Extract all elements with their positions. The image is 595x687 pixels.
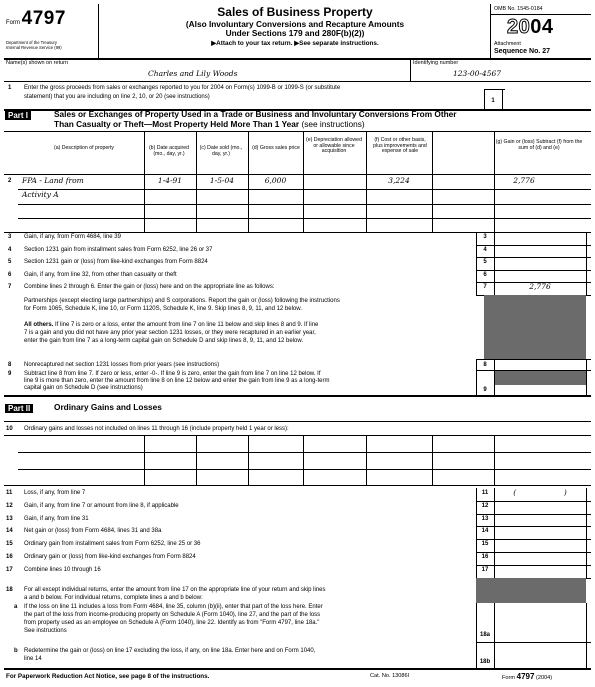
line-7-number: 7 — [8, 284, 12, 291]
line-1-text-2: statement) that you are including on line 2, 10, or 20 (see instructions) — [24, 94, 210, 100]
line-17-box: 17 — [481, 566, 489, 573]
line-13-number: 13 — [6, 515, 13, 522]
line-4-box: 4 — [483, 246, 487, 253]
tax-year — [507, 16, 554, 39]
line-18a-text-2: the part of the loss from income-producing property on Schedule A (Form 1040), line 27, and the part of the loss — [24, 612, 321, 618]
part-1-line-6 — [0, 270, 595, 283]
line-18-text-2: a and b below. For individual returns, complete lines a and b below: — [24, 595, 203, 601]
line-18-text-1: For all except individual returns, enter the amount from line 17 on the appropriate line of your return and skip lines — [24, 587, 326, 593]
line-3-text: Gain, if any, from Form 4684, line 39 — [24, 234, 121, 240]
line-8-box: 8 — [483, 362, 487, 368]
part-2-tag: Part II — [5, 404, 33, 413]
part-2-line-16 — [0, 552, 595, 565]
line-2-gross-sales-price[interactable]: 6,000 — [264, 176, 287, 185]
name-label: Name(s) shown on return — [6, 60, 69, 66]
line-14-text: Net gain or (loss) from Form 4684, lines 31 and 38a — [24, 528, 162, 535]
line-18b-box: 18b — [479, 659, 491, 665]
taxpayer-name[interactable]: Charles and Lily Woods — [148, 69, 238, 78]
line-2-number: 2 — [8, 178, 12, 184]
line-10-number: 10 — [6, 426, 13, 432]
line-11-box: 11 — [481, 490, 489, 496]
form-word: Form — [6, 20, 20, 26]
line-16-number: 16 — [6, 554, 13, 560]
part-1-line-5 — [0, 257, 595, 270]
line-11-number: 11 — [6, 490, 13, 496]
line-9-box: 9 — [483, 387, 487, 393]
shaded-area-partnerships — [484, 295, 586, 359]
line-4-number: 4 — [8, 246, 12, 253]
line-12-number: 12 — [6, 502, 13, 509]
column-a-header: (a) Description of property — [54, 145, 114, 151]
line-11-amount[interactable]: ( ) — [513, 488, 567, 497]
line-15-number: 15 — [6, 541, 13, 548]
catalog-number: Cat. No. 13086I — [370, 673, 410, 679]
line-6-text: Gain, if any, from line 32, from other than casualty or theft — [24, 271, 177, 278]
line-9-text-1: Subtract line 8 from line 7. If zero or less, enter -0-. If line 9 is zero, enter the gain from line 7 on line 12 below. If — [24, 371, 321, 377]
part-1-line-4 — [0, 245, 595, 258]
part-2-line-15 — [0, 539, 595, 552]
line-15-box: 15 — [481, 541, 489, 548]
line-9-text-2: line 9 is more than zero, enter the amount from line 8 on line 12 below and enter the gain from line 9 as a long-term — [24, 378, 330, 384]
column-f-header: (f) Cost or other basis, plus improvements and expense of sale — [373, 137, 427, 155]
part-2-line-12 — [0, 501, 595, 514]
irs-name: Internal Revenue Service — [6, 45, 54, 51]
line-18a-label: a — [14, 604, 18, 610]
line-16-text: Ordinary gain or (loss) from like-kind exchanges from Form 8824 — [24, 554, 196, 560]
dept-code: (99) — [54, 45, 62, 51]
column-d-header: (d) Gross sales price — [252, 145, 300, 151]
line-4-text: Section 1231 gain from installment sales from Form 6252, line 26 or 37 — [24, 246, 213, 253]
line-2-date-acquired[interactable]: 1-4-91 — [157, 176, 183, 185]
form-subtitle-1: (Also Involuntary Conversions and Recapture Amounts — [185, 18, 405, 29]
line-14-box: 14 — [481, 528, 489, 535]
column-c-header: (c) Date sold (mo., day, yr.) — [199, 145, 243, 157]
line-13-text: Gain, if any, from line 31 — [24, 515, 89, 522]
part-2-title: Ordinary Gains and Losses — [54, 402, 162, 412]
line-5-number: 5 — [8, 259, 12, 266]
part-2-header — [5, 404, 33, 414]
line-18b-text-1: Redetermine the gain or (loss) on line 17 excluding the loss, if any, on line 18a. Enter here and on Form 1040, — [24, 648, 316, 654]
line-8-number: 8 — [8, 362, 12, 368]
line-2-cost-basis[interactable]: 3,224 — [388, 176, 410, 185]
line-18-number: 18 — [6, 587, 13, 593]
part-2-line-13 — [0, 514, 595, 527]
form-label — [6, 8, 66, 30]
all-others-text-3: enter the gain from line 7 as a long-term capital gain on Schedule D and skip lines 8, 9, 11, and 12 below. — [24, 338, 304, 344]
taxpayer-id[interactable]: 123-00-4567 — [453, 69, 502, 78]
part-2-line-17 — [0, 565, 595, 578]
part-1-header — [5, 111, 31, 121]
line-8-text: Nonrecaptured net section 1231 losses from prior years (see instructions) — [24, 362, 220, 368]
column-g-header: (g) Gain or (loss) Subtract (f) from the sum of (d) and (e) — [495, 139, 583, 151]
line-1-box: 1 — [491, 98, 495, 104]
line-2-description-1[interactable]: FPA - Land from — [22, 176, 84, 185]
part-1-title-1: Sales or Exchanges of Property Used in a Trade or Business and Involuntary Conversions From Other — [54, 109, 457, 119]
line-1-number: 1 — [8, 85, 12, 91]
id-number-label: Identifying number — [413, 60, 459, 66]
line-2-description-2[interactable]: Activity A — [22, 190, 59, 199]
part-1-title-2: Than Casualty or Theft—Most Property Held More Than 1 Year (see instructions) — [54, 119, 365, 129]
department-block — [6, 40, 62, 50]
footer-form-id: Form 4797 (2004) — [502, 672, 553, 681]
line-18a-text-3: from property used as an employee on Schedule A (Form 1040), line 22. Identify as from "Form 4797, line 18a." — [24, 620, 320, 626]
line-17-number: 17 — [6, 566, 13, 573]
line-11-text: Loss, if any, from line 7 — [24, 490, 86, 496]
line-6-box: 6 — [483, 271, 487, 278]
line-5-box: 5 — [483, 259, 487, 266]
shaded-area-line-18 — [476, 578, 586, 603]
tax-year-suffix: 04 — [530, 16, 554, 38]
line-2-date-sold[interactable]: 1-5-04 — [209, 176, 235, 185]
line-15-text: Ordinary gain from installment sales from Form 6252, line 25 or 36 — [24, 541, 201, 548]
part-2-line-14 — [0, 526, 595, 539]
department-name: Department of the Treasury — [6, 40, 57, 45]
line-12-text: Gain, if any, from line 7 or amount from line 8, if applicable — [24, 502, 179, 509]
tax-year-prefix: 20 — [507, 16, 531, 38]
line-18a-box: 18a — [479, 632, 490, 638]
form-title: Sales of Business Property — [217, 5, 373, 19]
all-others-text-2: 7 is a gain and you did not have any prior year section 1231 losses, or they were recaptured in an earlier year, — [24, 330, 316, 336]
sequence-number: Sequence No. 27 — [494, 47, 551, 55]
partnerships-text-2: for Form 1065, Schedule K, line 10, or Form 1120S, Schedule K, line 9. Skip lines 8, 9, 11, and 12 below. — [24, 306, 302, 312]
line-14-number: 14 — [6, 528, 13, 535]
attachment-label: Attachment — [494, 41, 521, 47]
line-18a-text-4: See instructions — [24, 628, 67, 634]
line-18b-label: b — [14, 648, 18, 654]
shaded-area-line-9 — [494, 371, 586, 385]
partnerships-text-1: Partnerships (except electing large partnerships) and S corporations. Report the gain or (loss) following the instructions — [24, 298, 340, 304]
omb-number: OMB No. 1545-0184 — [494, 6, 543, 12]
line-3-box: 3 — [483, 234, 487, 240]
line-7-box: 7 — [483, 284, 487, 291]
attach-instruction: ▶Attach to your tax return. ▶See separate instructions. — [211, 40, 379, 48]
line-12-box: 12 — [481, 502, 489, 509]
form-title-block — [100, 6, 490, 47]
part-1-tag: Part I — [5, 111, 31, 120]
line-2-gain-loss[interactable]: 2,776 — [513, 176, 535, 185]
part-1-line-3 — [0, 232, 595, 245]
attachment-sequence — [494, 42, 550, 56]
line-5-text: Section 1231 gain or (loss) from like-kind exchanges from Form 8824 — [24, 259, 208, 266]
line-7-text: Combine lines 2 through 6. Enter the gain or (loss) here and on the appropriate line as follows: — [24, 284, 275, 291]
paperwork-notice: For Paperwork Reduction Act Notice, see page 8 of the instructions. — [6, 673, 210, 680]
line-9-number: 9 — [8, 371, 12, 377]
line-7-amount[interactable]: 2,776 — [529, 282, 551, 292]
form-number: 4797 — [21, 8, 66, 29]
all-others-text-1: All others. If line 7 is zero or a loss, enter the amount from line 7 on line 11 below and skip lines 8 and 9. If line — [24, 322, 319, 328]
line-9-text-3: capital gain on Schedule D (see instructions) — [24, 385, 143, 391]
form-subtitle-2: Under Sections 179 and 280F(b)(2)) — [225, 27, 365, 38]
column-b-header: (b) Date acquired (mo., day, yr.) — [148, 145, 190, 157]
line-10-text: Ordinary gains and losses not included on lines 11 through 16 (include property held 1 year or less): — [24, 426, 289, 432]
part-2-line-11 — [0, 488, 595, 501]
line-18b-text-2: line 14 — [24, 656, 42, 662]
line-3-number: 3 — [8, 234, 12, 240]
line-18a-text-1: If the loss on line 11 includes a loss from Form 4684, line 35, column (b)(ii), enter that part of the loss here. Enter — [24, 604, 323, 610]
line-13-box: 13 — [481, 515, 489, 522]
line-1-text-1: Enter the gross proceeds from sales or exchanges reported to you for 2004 on Form(s) 1099-B or 1099-S (or substitute — [24, 85, 341, 91]
line-16-box: 16 — [481, 554, 489, 560]
part-1-line-7 — [0, 282, 595, 295]
line-6-number: 6 — [8, 271, 12, 278]
line-17-text: Combine lines 10 through 16 — [24, 566, 101, 573]
column-e-header: (e) Depreciation allowed or allowable since acquisition — [306, 137, 362, 155]
